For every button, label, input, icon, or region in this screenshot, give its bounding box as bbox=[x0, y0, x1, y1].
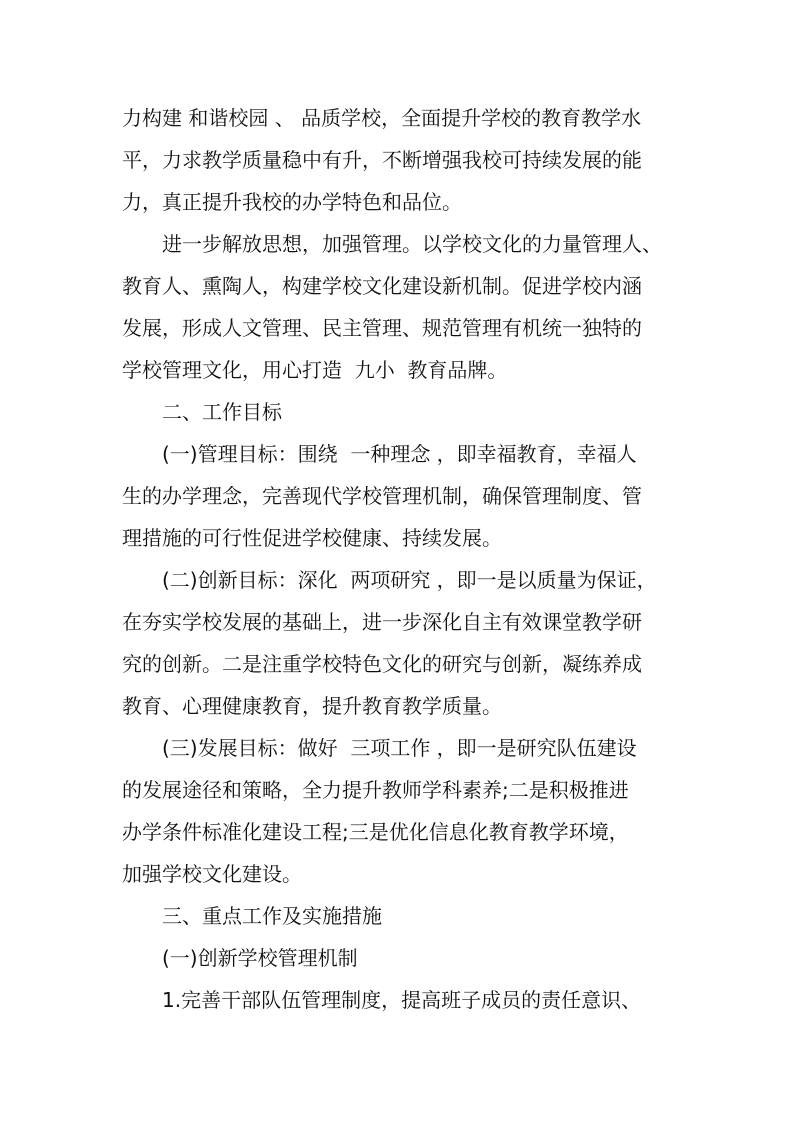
development-goal-line-1: (三)发展目标：做好 三项工作 ，即一是研究队伍建设 bbox=[162, 736, 637, 760]
development-goal-line-3: 办学条件标准化建设工程;三是优化信息化教育教学环境， bbox=[122, 820, 629, 844]
subheading-management-mechanism: (一)创新学校管理机制 bbox=[162, 946, 358, 970]
paragraph-2-line-2: 教育人、熏陶人，构建学校文化建设新机制。促进学校内涵 bbox=[122, 274, 642, 298]
paragraph-2-line-1: 进一步解放思想，加强管理。以学校文化的力量管理人、 bbox=[162, 232, 662, 256]
innovation-goal-line-1: (二)创新目标：深化 两项研究 ，即一是以质量为保证， bbox=[162, 568, 657, 592]
innovation-goal-line-3: 究的创新。二是注重学校特色文化的研究与创新，凝练养成 bbox=[122, 652, 642, 676]
paragraph-2-line-4: 学校管理文化，用心打造 九小 教育品牌。 bbox=[122, 358, 508, 382]
development-goal-line-2: 的发展途径和策略，全力提升教师学科素养;二是积极推进 bbox=[122, 778, 629, 802]
management-goal-line-1: (一)管理目标：围绕 一种理念 ，即幸福教育，幸福人 bbox=[162, 442, 637, 466]
text-line-2: 平，力求教学质量稳中有升，不断增强我校可持续发展的能 bbox=[122, 148, 642, 172]
management-goal-line-3: 理措施的可行性促进学校健康、持续发展。 bbox=[122, 526, 502, 550]
innovation-goal-line-2: 在夯实学校发展的基础上，进一步深化自主有效课堂教学研 bbox=[122, 610, 642, 634]
innovation-goal-line-4: 教育、心理健康教育，提升教育教学质量。 bbox=[122, 694, 502, 718]
section-heading-work-goals: 二、工作目标 bbox=[162, 400, 282, 424]
management-goal-line-2: 生的办学理念，完善现代学校管理机制，确保管理制度、管 bbox=[122, 484, 642, 508]
text-line-1: 力构建 和谐校园 、 品质学校，全面提升学校的教育教学水 bbox=[122, 106, 642, 130]
item-1-line-1: 1.完善干部队伍管理制度，提高班子成员的责任意识、 bbox=[162, 988, 642, 1012]
section-heading-key-work: 三、重点工作及实施措施 bbox=[162, 904, 382, 928]
development-goal-line-4: 加强学校文化建设。 bbox=[122, 862, 302, 886]
paragraph-2-line-3: 发展，形成人文管理、民主管理、规范管理有机统一独特的 bbox=[122, 316, 642, 340]
text-line-3: 力，真正提升我校的办学特色和品位。 bbox=[122, 190, 462, 214]
